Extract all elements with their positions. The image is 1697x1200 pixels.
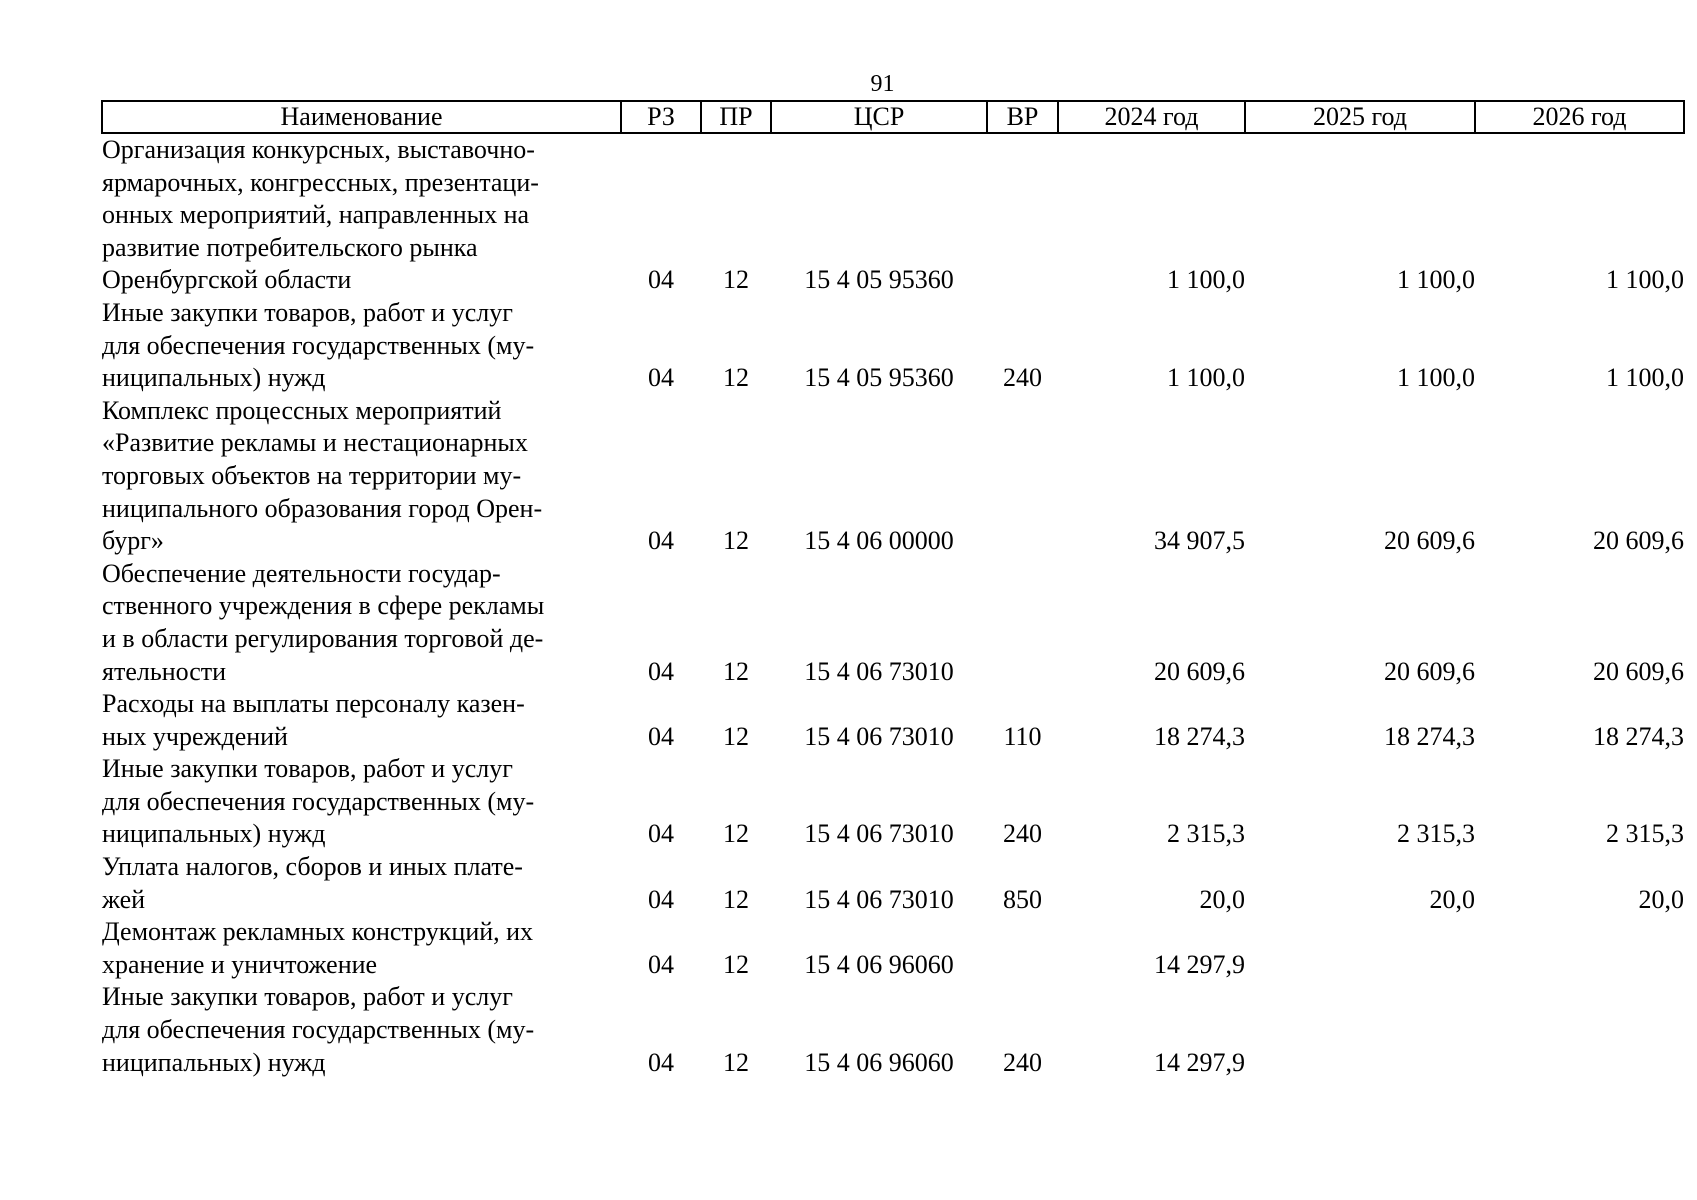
- row-pr: 12: [723, 884, 749, 914]
- table-row: [102, 558, 1684, 688]
- row-name-line: Уплата налогов, сборов и иных плате-: [102, 852, 523, 882]
- row-name-line: ниципального образования город Орен-: [102, 493, 543, 523]
- row-name-line: Демонтаж рекламных конструкций, их: [102, 917, 534, 947]
- row-rz: 04: [648, 363, 674, 393]
- row-name-line: развитие потребительского рынка: [102, 232, 478, 262]
- row-value-2025: 18 274,3: [1384, 721, 1475, 751]
- row-name: [102, 916, 621, 981]
- row-value-2024: 1 100,0: [1167, 265, 1245, 295]
- budget-table: [101, 100, 1685, 1079]
- row-value-2026: 18 274,3: [1593, 721, 1684, 751]
- row-name: [102, 981, 621, 1079]
- header-vr: ВР: [987, 101, 1058, 133]
- row-vr: 240: [1003, 819, 1042, 849]
- row-vr: 240: [1003, 1047, 1042, 1077]
- row-value-2024: 14 297,9: [1154, 1047, 1245, 1077]
- row-rz: 04: [648, 949, 674, 979]
- row-name-line: «Развитие рекламы и нестационарных: [102, 428, 528, 458]
- row-value-2026: 1 100,0: [1606, 363, 1684, 393]
- row-value-2025: 1 100,0: [1397, 363, 1475, 393]
- row-value-2024: 20,0: [1199, 884, 1245, 914]
- table-row: [102, 753, 1684, 851]
- row-vr: [987, 558, 1058, 688]
- row-name-line: ниципальных) нужд: [102, 363, 326, 393]
- row-pr: 12: [723, 363, 749, 393]
- row-value-2024: 14 297,9: [1154, 949, 1245, 979]
- row-name: [102, 395, 621, 558]
- header-2025: 2025 год: [1245, 101, 1475, 133]
- row-name-line: Иные закупки товаров, работ и услуг: [102, 982, 513, 1012]
- row-value-2024: 2 315,3: [1167, 819, 1245, 849]
- header-2024: 2024 год: [1058, 101, 1245, 133]
- row-name-line: ниципальных) нужд: [102, 1047, 326, 1077]
- row-csr: 15 4 05 95360: [804, 363, 954, 393]
- row-pr: 12: [723, 949, 749, 979]
- row-value-2025: 1 100,0: [1397, 265, 1475, 295]
- row-name-line: и в области регулирования торговой де-: [102, 623, 544, 653]
- table-row: [102, 297, 1684, 395]
- row-csr: 15 4 06 96060: [804, 949, 954, 979]
- row-name-line: ниципальных) нужд: [102, 819, 326, 849]
- header-name: Наименование: [102, 101, 621, 133]
- row-csr: 15 4 06 73010: [804, 656, 954, 686]
- row-csr: 15 4 06 73010: [804, 884, 954, 914]
- row-name-line: ятельности: [102, 656, 227, 686]
- row-value-2026: 20 609,6: [1593, 526, 1684, 556]
- row-value-2025: 2 315,3: [1397, 819, 1475, 849]
- row-pr: 12: [723, 1047, 749, 1077]
- row-name-line: для обеспечения государственных (му-: [102, 330, 535, 360]
- row-vr: [987, 395, 1058, 558]
- row-pr: 12: [723, 526, 749, 556]
- row-csr: 15 4 05 95360: [804, 265, 954, 295]
- row-rz: 04: [648, 819, 674, 849]
- header-rz: РЗ: [621, 101, 701, 133]
- row-name-line: Обеспечение деятельности государ-: [102, 558, 501, 588]
- row-name: [102, 851, 621, 916]
- row-csr: 15 4 06 73010: [804, 819, 954, 849]
- row-value-2024: 20 609,6: [1154, 656, 1245, 686]
- row-value-2026: 20,0: [1638, 884, 1684, 914]
- row-name-line: бург»: [102, 526, 164, 556]
- row-value-2025: [1245, 916, 1475, 981]
- row-vr: [987, 916, 1058, 981]
- row-name-line: торговых объектов на территории му-: [102, 460, 522, 490]
- row-rz: 04: [648, 656, 674, 686]
- row-name-line: хранение и уничтожение: [102, 949, 378, 979]
- row-name: [102, 133, 621, 297]
- row-name-line: ственного учреждения в сфере рекламы: [102, 591, 545, 621]
- row-vr: [987, 133, 1058, 297]
- table-body: [102, 133, 1684, 1079]
- row-value-2025: 20,0: [1429, 884, 1475, 914]
- row-csr: 15 4 06 00000: [804, 526, 954, 556]
- row-rz: 04: [648, 265, 674, 295]
- row-name-line: для обеспечения государственных (му-: [102, 786, 535, 816]
- row-name: [102, 753, 621, 851]
- row-name-line: Расходы на выплаты персоналу казен-: [102, 689, 525, 719]
- header-csr: ЦСР: [771, 101, 987, 133]
- header-2026: 2026 год: [1475, 101, 1684, 133]
- row-value-2026: [1475, 981, 1684, 1079]
- row-pr: 12: [723, 265, 749, 295]
- row-vr: 110: [1003, 721, 1042, 751]
- row-value-2026: [1475, 916, 1684, 981]
- row-name-line: Иные закупки товаров, работ и услуг: [102, 297, 513, 327]
- header-pr: ПР: [701, 101, 771, 133]
- table-row: [102, 133, 1684, 297]
- table-row: [102, 981, 1684, 1079]
- row-name-line: Оренбургской области: [102, 265, 352, 295]
- row-pr: 12: [723, 656, 749, 686]
- row-pr: 12: [723, 819, 749, 849]
- table-row: [102, 395, 1684, 558]
- row-value-2025: 20 609,6: [1384, 526, 1475, 556]
- row-name-line: онных мероприятий, направленных на: [102, 200, 530, 230]
- row-rz: 04: [648, 884, 674, 914]
- row-name-line: для обеспечения государственных (му-: [102, 1015, 535, 1045]
- row-name-line: ярмарочных, конгрессных, презентаци-: [102, 167, 539, 197]
- table-header-row: [102, 101, 1684, 133]
- row-name-line: жей: [102, 884, 146, 914]
- row-value-2024: 18 274,3: [1154, 721, 1245, 751]
- row-name-line: Иные закупки товаров, работ и услуг: [102, 754, 513, 784]
- row-value-2025: 20 609,6: [1384, 656, 1475, 686]
- row-rz: 04: [648, 526, 674, 556]
- row-csr: 15 4 06 73010: [804, 721, 954, 751]
- row-value-2024: 1 100,0: [1167, 363, 1245, 393]
- row-name: [102, 688, 621, 753]
- row-value-2026: 20 609,6: [1593, 656, 1684, 686]
- row-pr: 12: [723, 721, 749, 751]
- row-vr: 240: [1003, 363, 1042, 393]
- row-name-line: Организация конкурсных, выставочно-: [102, 135, 535, 164]
- row-name-line: Комплекс процессных мероприятий: [102, 395, 502, 425]
- row-value-2024: 34 907,5: [1154, 526, 1245, 556]
- row-rz: 04: [648, 1047, 674, 1077]
- row-csr: 15 4 06 96060: [804, 1047, 954, 1077]
- row-rz: 04: [648, 721, 674, 751]
- row-vr: 850: [1003, 884, 1042, 914]
- table-row: [102, 916, 1684, 981]
- table-row: [102, 851, 1684, 916]
- row-name: [102, 297, 621, 395]
- page-number: 91: [870, 71, 895, 97]
- row-value-2026: 1 100,0: [1606, 265, 1684, 295]
- row-name-line: ных учреждений: [102, 721, 288, 751]
- table-row: [102, 688, 1684, 753]
- row-value-2026: 2 315,3: [1606, 819, 1684, 849]
- row-value-2025: [1245, 981, 1475, 1079]
- row-name: [102, 558, 621, 688]
